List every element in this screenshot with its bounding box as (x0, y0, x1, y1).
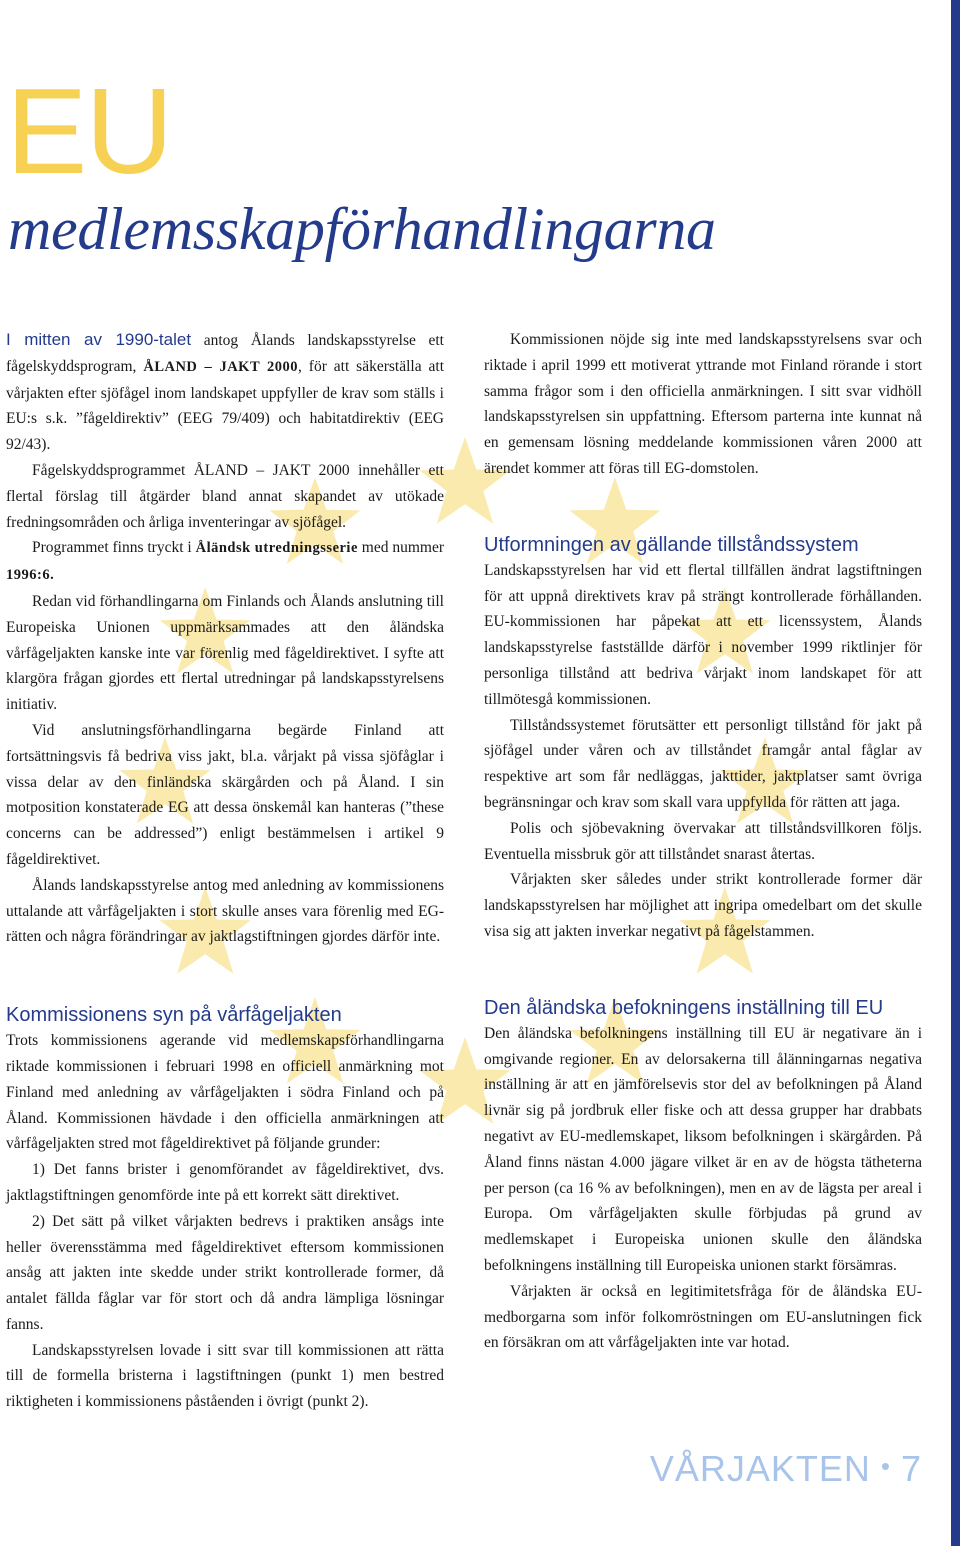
paragraph-police: Polis och sjöbevakning övervakar att tillståndsvillkoren följs. Eventuella missbruk gör att tillståndet snarast återtas. (484, 819, 922, 863)
paragraph-conclusion: Ålands landskapsstyrelse antog med anledning av kommissionens uttalande att vårfågeljakten i stort skulle anses vara förenlig med EG-rätten och några förändringar av jaktlagstiftningen gjordes därför inte. (6, 876, 444, 946)
publication-text-b: med nummer (361, 539, 444, 557)
left-column (6, 327, 444, 1415)
page-footer (650, 1448, 922, 1490)
intro-text-b: , för att säkerställa att vårjakten efter sjöfågel inom landskapet uppfyller de krav som ställs i EU:s s.k. ”fågeldirektiv” (EEG 79/409) och habitatdirektiv (EEG 92/43). (6, 357, 444, 454)
series-name: Åländsk utredningsserie (195, 540, 358, 557)
paragraph-intro (6, 327, 444, 458)
publication-text-a: Programmet finns tryckt i (32, 539, 192, 557)
paragraph-attitude: Den åländska befolkningens inställning till EU är negativare än i omgivande regioner. En av delorsakerna till ålänningarnas negativa inställning är att en jämförelsevis stor del av befolkningen på Åland livnär sig på jordbruk eller fiske och att dessa grupper har drabbats negativt av EU-medlemskapet, liksom befolkningen i skärgården. På Åland finns nästan 4.000 jägare vilket är en av de högsta tätheterna per person (ca 16 % av befolkningen), men en av de lägsta per areal i Europa. Om vårfågeljakten skulle förbjudas på grund av medlemskapet i Europeiska unionen skulle den åländska befolkningens inställning till Europeiska unionen starkt försämras. (484, 1024, 922, 1274)
separator-dot: • (880, 1451, 891, 1481)
paragraph-legislation: Landskapsstyrelsen har vid ett flertal tillfällen ändrat lagstiftningen för att uppnå direktivets krav på strängt kontrollerade förhållanden. EU-kommissionen har påpekat att ett licenssystem, Ålands landskapsstyrelse fastställde därför i november 1999 riktlinjer för personliga tillstånd att bedriva vårjakt inom landskapet för att tillmötesgå kommissionen. (484, 561, 922, 708)
paragraph-legitimacy: Vårjakten är också en legitimitetsfråga för de åländska EU-medborgarna som inför folkomröstningen om EU-anslutningen fick en försäkran om att vårfågeljakten inte var hotad. (484, 1282, 922, 1352)
paragraph-reasoned-opinion: Kommissionen nöjde sig inte med landskapsstyrelsens svar och riktade i april 1999 ett motiverat yttrande mot Finland rörande i stort samma frågor som i den officiella anmärkningen. I sitt svar vidhöll landskapsstyrelsen sin uppfattning. Eftersom parterna inte kunnat nå en gemensam lösning meddelande kommissionen våren 2000 att ärendet kommer att föras till EG-domstolen. (484, 331, 922, 477)
section-heading-permit-system: Utformningen av gällande tillståndssystem (484, 533, 859, 556)
right-column (484, 327, 922, 1356)
lead-in: I mitten av 1990-talet (6, 330, 192, 349)
publication-name: VÅRJAKTEN (649, 1448, 871, 1489)
list-point-1: 1) Det fanns brister i genomförandet av fågeldirektivet, dvs. jaktlagstiftningen genomförde inte på ett korrekt sätt direktivet. (6, 1161, 444, 1204)
series-number: 1996:6. (6, 567, 55, 584)
page-number: 7 (900, 1448, 922, 1489)
paragraph-program: Fågelskyddsprogrammet ÅLAND – JAKT 2000 innehåller ett flertal förslag till åtgärder bland annat skapandet av utökade fredningsområden och årliga inventeringar av sjöfågel. (6, 461, 444, 531)
paragraph-controlled: Vårjakten sker således under strikt kontrollerade former där landskapsstyrelsen har möjlighet att ingripa omedelbart om det skulle visa sig att jakten inverkar negativt på fågelstammen. (484, 871, 922, 940)
list-point-2: 2) Det sätt på vilket vårjakten bedrevs i praktiken ansågs inte heller överensstämma med fågeldirektivet eftersom kommissionen ansåg att jakten inte skedde under strikt kontrollerade former, då antalet fällda fåglar var för stort och då andra lämpliga lösningar fanns. (6, 1212, 444, 1333)
intro-text-a: antog Ålands landskapsstyrelse ett fågelskyddsprogram, (6, 332, 444, 375)
title-eu: EU (6, 63, 172, 199)
paragraph-response: Landskapsstyrelsen lovade i sitt svar till kommissionen att rätta till de formella bristerna i lagstiftningen (punkt 1) men bestred riktigheten i kommissionens påståenden i övrigt (punkt 2). (6, 1341, 444, 1411)
page-title: medlemsskapförhandlingarna (8, 196, 716, 262)
paragraph-accession: Vid anslutningsförhandlingarna begärde Finland att fortsättningsvis få bedriva viss jakt, bl.a. vårjakt på vissa sjöfåglar i vissa delar av den finländska skärgården och på Åland. I sin motposition konstaterade EG att dessa önskemål kan hanteras (”these concerns can be addressed”) enligt bestämmelsen i artikel 9 fågeldirektivet. (6, 721, 444, 868)
edge-stripe (951, 0, 960, 1546)
program-name: ÅLAND – JAKT 2000 (143, 358, 299, 375)
paragraph-publication (6, 535, 444, 589)
paragraph-commission: Trots kommissionens agerande vid medlemskapsförhandlingarna riktade kommissionen i februari 1998 en officiell anmärkning mot Finland med anledning av vårfågeljakten i södra Finland och på Åland. Kommissionen hävdade i den officiella anmärkningen att vårfågeljakten stred mot fågeldirektivet på följande grunder: (6, 1032, 444, 1153)
section-heading-commission: Kommissionens syn på vårfågeljakten (6, 1004, 342, 1027)
paragraph-negotiations: Redan vid förhandlingarna om Finlands och Ålands anslutning till Europeiska Unionen uppmärksammades att den åländska vårfågeljakten kanske inte var förenlig med fågeldirektivet. I syfte att klargöra frågan gjordes ett flertal utredningar på landskapsstyrelsens initiativ. (6, 592, 444, 714)
paragraph-permit: Tillståndssystemet förutsätter ett personligt tillstånd för jakt på sjöfågel under våren och av tillståndet framgår antal fåglar av respektive art som får nedläggas, jakttider, jaktplatser samt övriga begränsningar och krav som skall vara uppfyllda för rätten att jaga. (484, 716, 922, 811)
section-heading-population: Den åländska befokningens inställning till EU (484, 996, 884, 1019)
